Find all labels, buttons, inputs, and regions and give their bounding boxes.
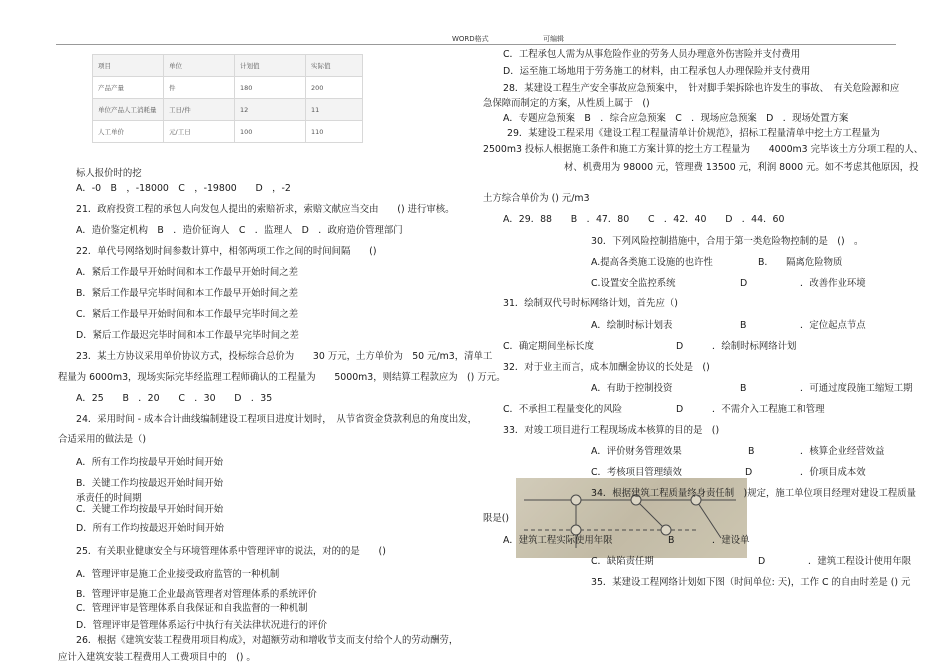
table-cell: 100: [235, 121, 306, 143]
question-28-cont: 急保障而制定的方案，从性质上属于 (): [483, 98, 650, 109]
question-29: 29．某建设工程采用《建设工程工程量清单计价规范》，招标工程量清单中挖土方工程量为: [507, 128, 880, 139]
table-cell: 11: [306, 99, 363, 121]
question-22: 22．单代号网络划时间参数计算中，相邻两项工作之间的时间间隔 (): [76, 246, 377, 257]
option-d-letter: D: [758, 556, 766, 567]
question-29-cont: 土方综合单价为 () 元/m3: [483, 193, 590, 204]
header-right: 可编辑: [543, 35, 564, 43]
option-line: C．关键工作均按最早开始时间开始: [76, 504, 224, 515]
option-line: C．紧后工作最早开始时间和本工作最早完毕时间之差: [76, 309, 299, 320]
table-row: [93, 77, 363, 99]
option-line: A．造价鉴定机构 B ．造价征询人 C ．监理人 D ．政府造价管理部门: [76, 225, 403, 236]
option-line: A．管理评审是施工企业接受政府监管的一种机制: [76, 569, 280, 580]
option-b-letter: B: [740, 320, 747, 331]
option-line: A．25 B ．20 C ．30 D ．35: [76, 393, 273, 404]
question-26-cont: 应计入建筑安装工程费用人工费项目中的 () 。: [58, 652, 256, 663]
option-line: A．紧后工作最早开始时间和本工作最早开始时间之差: [76, 267, 299, 278]
option-d-text: ．建筑工程设计使用年限: [808, 556, 912, 567]
option-line: D．紧后工作最迟完毕时间和本工作最早完毕时间之差: [76, 330, 299, 341]
option-b-letter: B: [668, 535, 675, 546]
table-cell: 180: [235, 77, 306, 99]
option-d-text: ．价项目成本效: [800, 467, 866, 478]
table-header-cell: 单位: [164, 55, 235, 77]
option-line: A．-0 B ，-18000 C ，-19800 D ，-2: [76, 183, 291, 194]
option-c: C．考核项目管理绩效: [591, 467, 682, 478]
question-35: 35．某建设工程网络计划如下图（时间单位: 天)，工作 C 的自由时差是 () 元: [591, 577, 911, 588]
table-row: [93, 121, 363, 143]
table-header-cell: 实际值: [306, 55, 363, 77]
option-c: C．缺陷责任期: [591, 556, 654, 567]
option-line: A．专题应急预案 B ．综合应急预案 C ．现场应急预案 D ．现场处置方案: [503, 113, 849, 124]
table-cell: 工日/件: [164, 99, 235, 121]
option-d-text: ．绘制时标网络计划: [712, 341, 797, 352]
question-31: 31．绘制双代号时标网络计划，首先应（): [503, 298, 678, 309]
option-c: C.设置安全监控系统: [591, 278, 676, 289]
question-28: 28．某建设工程生产安全事故应急预案中， 针对脚手架拆除也许发生的事故、 有关危险源和应: [503, 83, 900, 94]
option-b-text: ．可通过度段施工缩短工期: [800, 383, 913, 394]
question-30: 30．下列风险控制措施中，合用于第一类危险物控制的是 () 。: [591, 236, 864, 247]
data-table: [92, 54, 363, 143]
table-row: [93, 99, 363, 121]
header-left: WORD格式: [452, 35, 489, 43]
question-21: 21．政府投资工程的承包人向发包人提出的索赔祈求，索赔文献应当交由 () 进行审核。: [76, 204, 455, 215]
option-b-text: ．定位起点节点: [800, 320, 866, 331]
table-header-row: [93, 55, 363, 77]
text-line: 标人报价时的挖: [76, 168, 142, 179]
option-b-text: ．核算企业经营效益: [800, 446, 885, 457]
option-c: C．确定期间坐标长度: [503, 341, 594, 352]
option-line: B．紧后工作最早完毕时间和本工作最早开始时间之差: [76, 288, 299, 299]
table-cell: 人工单价: [93, 121, 164, 143]
option-line: D．管理评审是管理体系运行中执行有关法律状况进行的评价: [76, 620, 327, 631]
option-a: A．有助于控制投资: [591, 383, 673, 394]
question-23: 23．某土方协议采用单价协议方式，投标综合总价为 30 万元，土方单价为 50 元/m3，清单工: [76, 351, 493, 362]
option-c: C．不承担工程量变化的风险: [503, 404, 623, 415]
option-d-letter: D: [740, 278, 748, 289]
question-24-cont: 合适采用的做法是（): [58, 434, 147, 445]
question-29-cont: 材、机费用为 98000 元，管理费 13500 元，利润 8000 元。如不考虑其他原因，投: [564, 162, 919, 173]
option-b-letter: B: [740, 383, 747, 394]
option-line: C．管理评审是管理体系自我保证和自我监督的一种机制: [76, 603, 308, 614]
question-24: 24．采用时间 - 成本合计曲线编制建设工程项目进度计划时， 从节省资金贷款利息的角度出发，: [76, 414, 477, 425]
option-line: D．运至施工场地用于劳务施工的材料，由工程承包人办理保险并支付费用: [503, 66, 811, 77]
option-line: B．关键工作均按最迟开始时间开始: [76, 478, 224, 489]
option-d-letter: D: [676, 341, 684, 352]
question-34-cont: 限是(): [483, 513, 510, 524]
table-header-cell: 项目: [93, 55, 164, 77]
question-32: 32．对于业主而言，成本加酬金协议的长处是 (): [503, 362, 710, 373]
option-line: C．工程承包人需为从事危险作业的劳务人员办理意外伤害险并支付费用: [503, 49, 801, 60]
option-a: A．评价财务管理效果: [591, 446, 682, 457]
table-cell: 110: [306, 121, 363, 143]
option-a: A．绘制时标计划表: [591, 320, 673, 331]
question-26: 26．根据《建筑安装工程费用项目构成》，对超额劳动和增收节支而支付给个人的劳动酬劳，: [76, 635, 459, 646]
text-line: 承责任的时间期: [76, 493, 142, 504]
question-33: 33．对竣工项目进行工程现场成本核算的目的是 (): [503, 425, 720, 436]
question-29-cont: 2500m3 投标人根据施工条件和施工方案计算的挖土方工程量为 4000m3 完毕该土方分项工程的人、: [483, 144, 924, 155]
question-23-cont: 程量为 6000m3，现场实际完毕经监理工程师确认的工程量为 5000m3，则结算工程款应为 () 万元。: [58, 372, 506, 383]
option-line: A．29．88 B ．47．80 C ．42．40 D ．44．60: [503, 214, 785, 225]
table-cell: 元/工日: [164, 121, 235, 143]
option-b-text: ．建设单: [712, 535, 750, 546]
table-cell: 12: [235, 99, 306, 121]
option-line: D．所有工作均按最迟开始时间开始: [76, 523, 224, 534]
option-line: B．管理评审是施工企业最高管理者对管理体系的系统评价: [76, 589, 317, 600]
table-cell: 件: [164, 77, 235, 99]
option-a: A．建筑工程实际使用年限: [503, 535, 613, 546]
question-25: 25．有关职业健康安全与环境管理体系中管理评审的说法，对的的是 (): [76, 546, 386, 557]
table-cell: 单位产品人工消耗量: [93, 99, 164, 121]
option-a: A.提高各类施工设施的也许性: [591, 257, 713, 268]
table-cell: 200: [306, 77, 363, 99]
option-b: B. 隔离危险物质: [758, 257, 843, 268]
option-d-text: ．不需介入工程施工和管理: [712, 404, 825, 415]
option-d-letter: D: [676, 404, 684, 415]
option-d-text: ．改善作业环境: [800, 278, 866, 289]
option-b-letter: B: [748, 446, 755, 457]
option-line: A．所有工作均按最早开始时间开始: [76, 457, 224, 468]
option-d-letter: D: [745, 467, 753, 478]
header-divider: [56, 44, 896, 45]
table-header-cell: 计划值: [235, 55, 306, 77]
question-34: 34．根据建筑工程质量终身责任制 )规定，施工单位项目经理对建设工程质量: [591, 488, 916, 499]
table-cell: 产品产量: [93, 77, 164, 99]
